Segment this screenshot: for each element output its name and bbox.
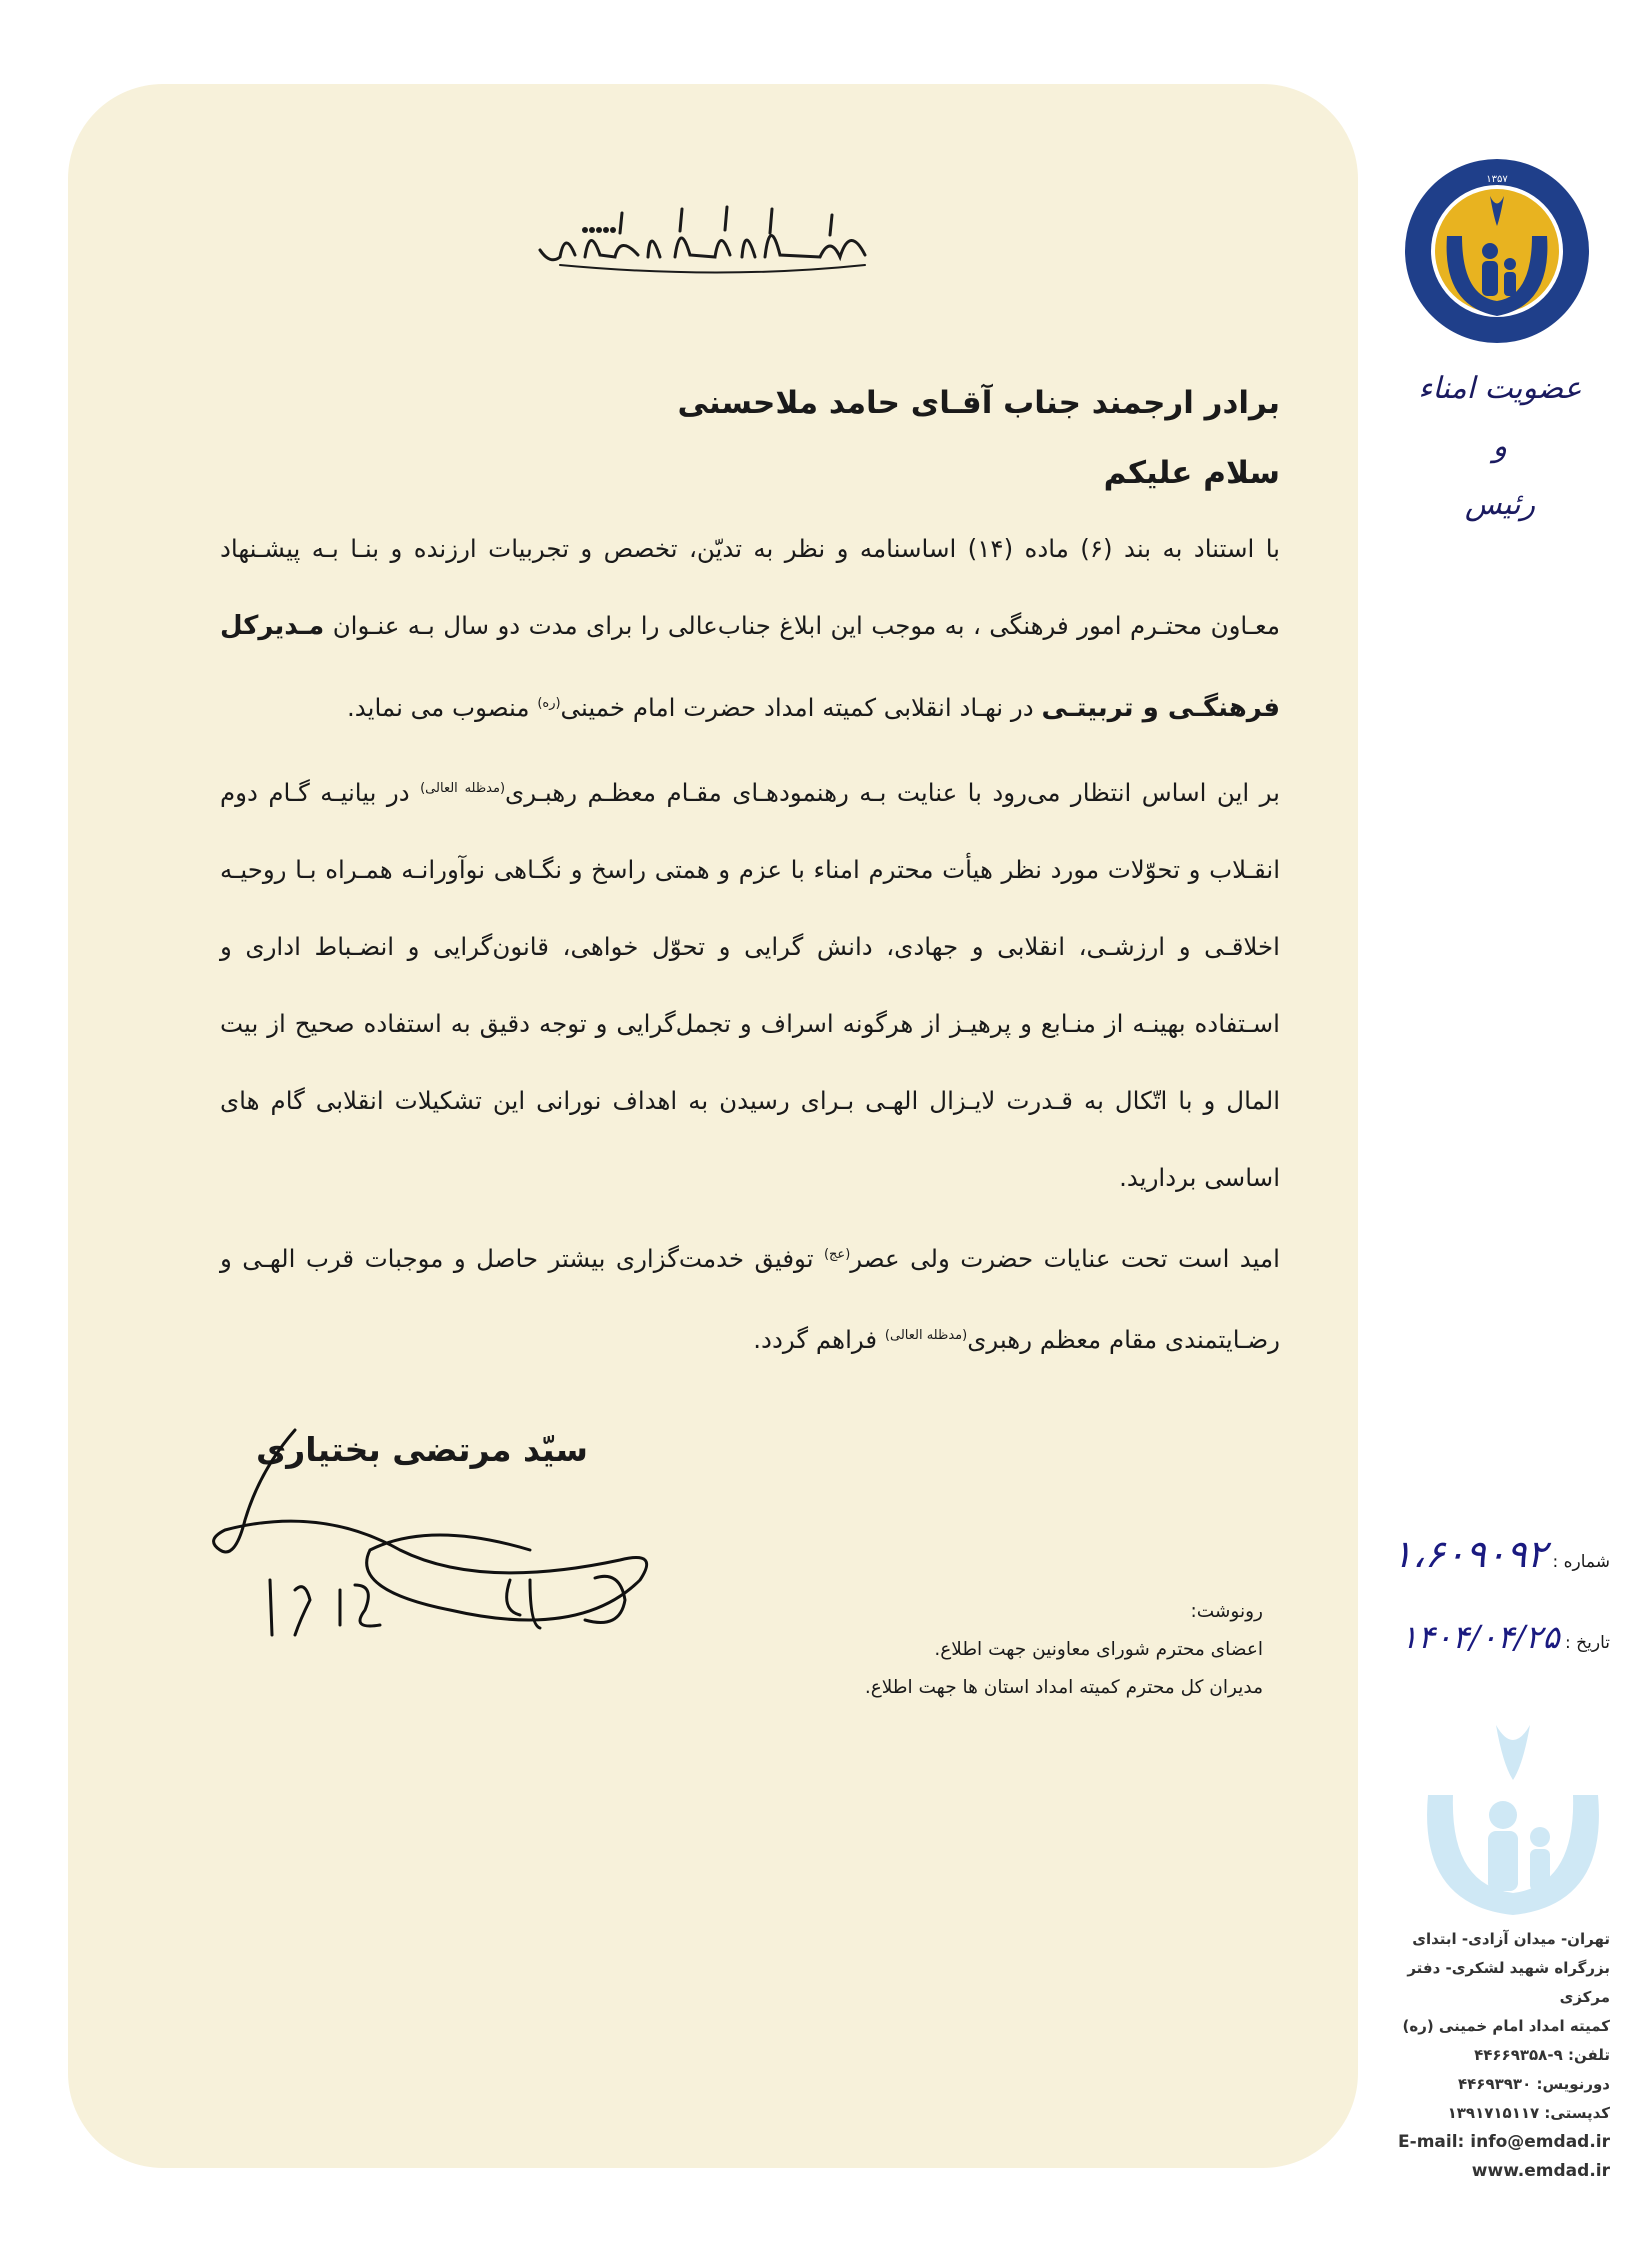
signature-icon: [200, 1410, 680, 1640]
greeting: سلام علیکم: [1103, 455, 1280, 491]
cc-item: اعضای محترم شورای معاونین جهت اطلاع.: [934, 1639, 1263, 1660]
position-title: مـدیرکل فرهنگـی و تربیتـی: [220, 611, 1280, 724]
email-link[interactable]: E-mail: info@emdad.ir: [1398, 2132, 1610, 2152]
paragraph-expectations: بر این اساس انتظار می‌رود با عنایت بـه رهنمودهـای مقـام معظـم رهبـری$^{(مدظله العالی)}$ در بیانیـه گـام دوم انقـلاب و تحوّلات مورد نظر هیأت محترم امناء با عزم و همتی راسخ و نگـاهی نوآورانـه همـراه بـا روحیـه اخلاقـی و ارزشـی، انقلابی و جهادی، دانش گرایی و تحوّل خواهی، قانون‌گرایی و انضـباط اداری و اسـتفاده بهینـه از منـابع و پرهیـز از هرگونه اسراف و تجمل‌گرایی و توجه دقیق به استفاده صحیح از بیت المال و با اتّکال به قـدرت لایـزال الهـی بـرای رسیدن به اهداف نورانی این تشکیلات انقلابی گام های اساسی بردارید.: [220, 778, 1280, 1193]
date-value: ۱۴۰۴/۰۴/۲۵: [1400, 1618, 1560, 1656]
cc-title: رونوشت:: [1190, 1601, 1263, 1622]
paragraph-appointment: با استناد به بند (۶) ماده (۱۴) اساسنامه و نظر به تدیّن، تخصص و تجربیات ارزنده و بنـا بـه پیشـنهاد معـاون محتـرم امور فرهنگی ، به موجب این ابلاغ جناب‌عالی را برای مدت دو سال بـه عنـوان مـدیرکل فرهنگـی و تربیتـی در نهـاد انقلابی کمیته امداد حضرت امام خمینی$^{(ره)}$ منصوب می نماید.: [220, 534, 1280, 724]
number-value: ۱،۶۰۹۰۹۲: [1391, 1532, 1548, 1576]
paragraph-closing: امید است تحت عنایات حضرت ولی عصر$^{(عج)}$ توفیق خدمت‌گزاری بیشتر حاصل و موجبات قرب الهـی و رضـایتمندی مقام معظم رهبری$^{(مدظله العالی)}$ فراهم گردد.: [220, 1244, 1280, 1355]
bismillah-calligraphy-icon: [520, 195, 880, 285]
cc-item: مدیران کل محترم کمیته امداد استان ها جهت اطلاع.: [864, 1677, 1263, 1698]
handwritten-note: عضویت امناء و رئیس: [1418, 371, 1582, 522]
signer-name: سیّد مرتضی بختیاری: [256, 1430, 588, 1469]
letter-body: [220, 510, 1280, 1379]
svg-text:۱۳۵۷: ۱۳۵۷: [1486, 174, 1508, 185]
emdad-logo-icon: [1402, 156, 1592, 346]
letter-date: تاریخ : ۱۴۰۴/۰۴/۲۵: [1400, 1618, 1610, 1656]
salutation: برادر ارجمند جناب آقـای حامد ملاحسنی: [677, 385, 1280, 421]
cc-block: [743, 1593, 1263, 1707]
letter-number: شماره : ۱،۶۰۹۰۹۲: [1391, 1532, 1610, 1576]
fax: دورنویس: ۴۴۶۹۳۹۳۰: [1458, 2075, 1610, 2093]
watermark-logo-icon: [1408, 1705, 1618, 1920]
website-link[interactable]: www.emdad.ir: [1471, 2161, 1610, 2181]
phone: تلفن: ۹-۴۴۶۶۹۳۵۸: [1474, 2046, 1610, 2064]
address-block: تهران- میدان آزادی- ابتدای بزرگراه شهید لشکری- دفتر مرکزی کمیته امداد امام خمینی (ره) تلفن: ۹-۴۴۶۶۹۳۵۸ دورنویس: ۴۴۶۹۳۹۳۰ کدپستی: ۱۳۹۱۷۱۵۱۱۷ E-mail: info@emdad.ir www.emdad.ir: [1378, 1925, 1610, 2186]
postcode: کدپستی: ۱۳۹۱۷۱۵۱۱۷: [1447, 2104, 1610, 2122]
